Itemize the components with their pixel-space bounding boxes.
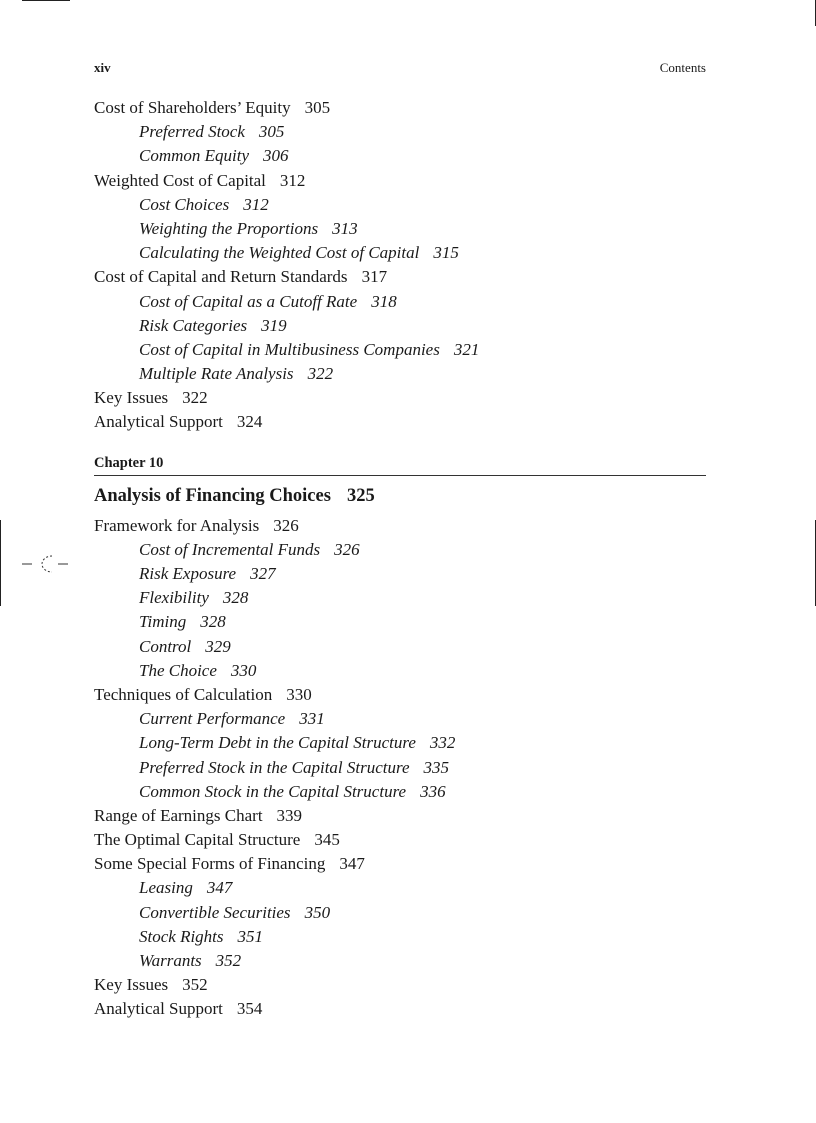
- toc-entry: [94, 514, 706, 538]
- toc-entry-page: 318: [371, 291, 397, 311]
- toc-subentry: [94, 635, 706, 659]
- toc-entry-title: The Choice: [139, 660, 217, 680]
- toc-entry-title: Long-Term Debt in the Capital Structure: [139, 733, 416, 753]
- toc-entry-page: 317: [361, 267, 388, 287]
- toc-entry-page: 326: [334, 539, 360, 559]
- toc-entry-page: 330: [286, 684, 312, 704]
- toc-entry: [94, 683, 706, 707]
- toc-entry-page: 331: [299, 709, 325, 729]
- toc-entry-title: Preferred Stock: [139, 122, 245, 142]
- toc-entry-title: Current Performance: [139, 709, 286, 729]
- toc-entry: [94, 386, 706, 410]
- toc-entry-title: Flexibility: [139, 588, 209, 608]
- toc-subentry: [94, 659, 706, 683]
- toc-entry-title: Analytical Support: [94, 412, 223, 432]
- toc-entry-title: Cost of Incremental Funds: [139, 539, 321, 559]
- toc-entry-page: 352: [215, 951, 242, 970]
- toc-entry-page: 345: [314, 830, 340, 850]
- crop-mark-top: [22, 0, 70, 1]
- toc-entry-page: 339: [276, 805, 303, 825]
- table-of-contents: [94, 96, 706, 1022]
- toc-entry-title: Weighted Cost of Capital: [94, 170, 266, 190]
- toc-entry-page: 332: [429, 733, 456, 753]
- toc-entry-title: Framework for Analysis: [94, 515, 260, 535]
- toc-entry-page: 319: [261, 315, 287, 335]
- toc-entry-title: Key Issues: [94, 388, 169, 408]
- toc-entry-page: 354: [236, 999, 263, 1019]
- toc-subentry: [94, 241, 706, 265]
- toc-entry: [94, 410, 706, 434]
- toc-entry-page: 347: [206, 878, 233, 898]
- toc-entry-page: 329: [205, 636, 231, 656]
- toc-subentry: [94, 362, 706, 386]
- toc-entry-page: 324: [236, 412, 263, 432]
- toc-entry-title: Preferred Stock in the Capital Structure: [139, 757, 410, 777]
- toc-entry-title: Risk Exposure: [139, 564, 237, 583]
- toc-entry-title: Some Special Forms of Financing: [94, 854, 326, 874]
- toc-subentry: [94, 314, 706, 338]
- chapter-heading: [94, 453, 706, 508]
- toc-entry-title: Risk Categories: [139, 315, 248, 335]
- toc-entry: [94, 96, 706, 120]
- registration-mark-icon: [22, 552, 70, 576]
- toc-entry-title: Cost of Capital as a Cutoff Rate: [139, 291, 358, 311]
- toc-entry: [94, 804, 706, 828]
- toc-entry-title: Techniques of Calculation: [94, 684, 273, 704]
- toc-entry-title: Calculating the Weighted Cost of Capital: [139, 243, 420, 263]
- toc-entry: [94, 265, 706, 289]
- toc-subentry: [94, 949, 706, 973]
- toc-entry-title: Timing: [139, 612, 187, 632]
- toc-subentry: [94, 217, 706, 241]
- toc-entry-page: 328: [222, 588, 249, 608]
- toc-subentry: [94, 610, 706, 634]
- toc-subentry: [94, 144, 706, 168]
- toc-entry-page: 306: [263, 146, 289, 166]
- toc-section-chapter-10: [94, 514, 706, 1022]
- toc-entry-title: Multiple Rate Analysis: [139, 364, 294, 384]
- toc-entry-title: Cost Choices: [139, 194, 230, 214]
- toc-entry-title: The Optimal Capital Structure: [94, 830, 301, 850]
- toc-section-chapter-9: [94, 96, 706, 435]
- toc-entry-page: 322: [182, 388, 208, 408]
- toc-subentry: [94, 707, 706, 731]
- toc-subentry: [94, 193, 706, 217]
- toc-entry-title: Weighting the Proportions: [139, 218, 319, 238]
- toc-entry-title: Warrants: [139, 951, 202, 970]
- toc-subentry: [94, 925, 706, 949]
- toc-entry-title: Leasing: [139, 878, 193, 898]
- toc-subentry: [94, 901, 706, 925]
- toc-entry-page: 326: [273, 515, 299, 535]
- toc-entry-page: 321: [453, 339, 480, 359]
- toc-entry-page: 305: [258, 122, 285, 142]
- toc-entry-page: 347: [339, 854, 365, 874]
- chapter-title-page: 325: [346, 485, 375, 506]
- toc-entry-page: 322: [307, 364, 334, 384]
- toc-entry-page: 336: [420, 781, 446, 801]
- toc-entry: [94, 973, 706, 997]
- toc-entry: [94, 997, 706, 1021]
- toc-entry-page: 312: [279, 170, 306, 190]
- page-number: xiv: [94, 60, 111, 75]
- toc-entry-page: 312: [243, 194, 269, 214]
- toc-entry-page: 351: [237, 926, 264, 946]
- toc-entry-title: Common Stock in the Capital Structure: [139, 781, 407, 801]
- page-header: [94, 60, 706, 78]
- toc-entry-page: 352: [182, 975, 208, 995]
- running-title: Contents: [659, 60, 706, 75]
- toc-entry: [94, 169, 706, 193]
- chapter-label: Chapter 10: [94, 454, 164, 471]
- toc-entry-title: Control: [139, 636, 192, 656]
- toc-entry-page: 330: [230, 660, 257, 680]
- toc-entry-page: 328: [200, 612, 226, 632]
- toc-subentry: [94, 562, 706, 586]
- toc-entry: [94, 852, 706, 876]
- toc-entry-page: 315: [433, 243, 459, 263]
- toc-entry-page: 335: [423, 757, 450, 777]
- toc-entry-title: Range of Earnings Chart: [94, 805, 263, 825]
- toc-entry-page: 350: [304, 902, 331, 922]
- toc-subentry: [94, 876, 706, 900]
- toc-subentry: [94, 290, 706, 314]
- toc-entry-title: Common Equity: [139, 146, 250, 166]
- toc-subentry: [94, 120, 706, 144]
- toc-entry-title: Cost of Shareholders’ Equity: [94, 98, 291, 117]
- toc-entry-title: Convertible Securities: [139, 902, 291, 922]
- chapter-rule: [94, 475, 706, 476]
- toc-entry-page: 305: [304, 98, 331, 117]
- chapter-title: [94, 484, 706, 508]
- toc-subentry: [94, 586, 706, 610]
- toc-entry-title: Stock Rights: [139, 926, 224, 946]
- chapter-title-text: Analysis of Financing Choices: [94, 485, 331, 506]
- toc-subentry: [94, 538, 706, 562]
- toc-subentry: [94, 780, 706, 804]
- toc-entry-title: Cost of Capital and Return Standards: [94, 267, 348, 287]
- toc-entry-page: 327: [250, 564, 276, 583]
- toc-entry-title: Analytical Support: [94, 999, 223, 1019]
- toc-entry-title: Cost of Capital in Multibusiness Companies: [139, 339, 440, 359]
- toc-subentry: [94, 731, 706, 755]
- toc-entry: [94, 828, 706, 852]
- margin-line-left: [0, 520, 1, 606]
- toc-subentry: [94, 756, 706, 780]
- toc-entry-page: 313: [332, 218, 358, 238]
- toc-entry-title: Key Issues: [94, 975, 169, 995]
- toc-subentry: [94, 338, 706, 362]
